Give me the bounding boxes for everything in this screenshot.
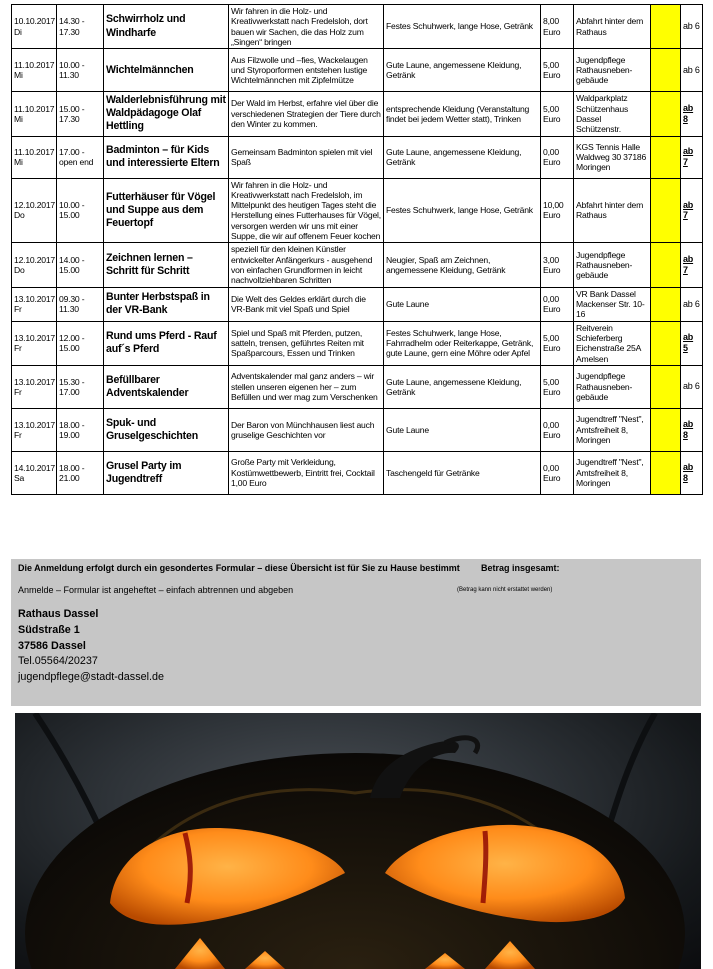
registration-mark-cell[interactable] [651,408,681,451]
price-cell: 0,00 Euro [541,136,574,178]
age-cell: ab 8 [681,451,703,494]
date-cell: 13.10.2017 Fr [12,408,57,451]
registration-mark-cell[interactable] [651,451,681,494]
pumpkin-illustration [15,713,701,969]
time-cell: 14.00 - 15.00 [57,243,104,287]
price-cell: 5,00 Euro [541,92,574,136]
event-title: Rund ums Pferd - Rauf auf´s Pferd [104,321,229,365]
time-cell: 09.30 - 11.30 [57,287,104,321]
registration-mark-cell[interactable] [651,5,681,49]
date-cell: 12.10.2017 Do [12,243,57,287]
event-title: Futterhäuser für Vögel und Suppe aus dem Feuertopf [104,178,229,243]
date-cell: 11.10.2017 Mi [12,136,57,178]
age-cell: ab 7 [681,243,703,287]
schedule-row [12,321,703,365]
location-cell: Jugendpflege Rathausneben-gebäude [574,365,651,408]
event-title: Bunter Herbstspaß in der VR-Bank [104,287,229,321]
time-cell: 18.00 - 21.00 [57,451,104,494]
location-cell: Abfahrt hinter dem Rathaus [574,178,651,243]
time-cell: 12.00 - 15.00 [57,321,104,365]
time-cell: 18.00 - 19.00 [57,408,104,451]
event-description: Große Party mit Verkleidung, Kostümwettbewerb, Eintritt frei, Cocktail 1,00 Euro [229,451,384,494]
footer-box [11,559,701,706]
event-description: Gemeinsam Badminton spielen mit viel Spaß [229,136,384,178]
registration-mark-cell[interactable] [651,178,681,243]
event-title: Schwirrholz und Windharfe [104,5,229,49]
bring-along: Gute Laune, angemessene Kleidung, Getränk [384,365,541,408]
schedule-row [12,49,703,92]
location-cell: VR Bank Dassel Mackenser Str. 10-16 [574,287,651,321]
total-note: (Betrag kann nicht erstattet werden) [457,587,553,593]
event-description: Der Baron von Münchhausen liest auch gruselige Geschichten vor [229,408,384,451]
age-cell: ab 8 [681,408,703,451]
registration-notice: Die Anmeldung erfolgt durch ein gesondertes Formular – diese Übersicht ist für Sie zu Hause bestimmt [18,563,460,573]
registration-mark-cell[interactable] [651,92,681,136]
event-description: Aus Filzwolle und –fies, Wackelaugen und Styroporformen entstehen lustige Wichtelmännchen mit Zipfelmütze [229,49,384,92]
price-cell: 5,00 Euro [541,321,574,365]
event-title: Zeichnen lernen – Schritt für Schritt [104,243,229,287]
event-title: Walderlebnisführung mit Waldpädagoge Olaf Hettling [104,92,229,136]
event-title: Badminton – für Kids und interessierte Eltern [104,136,229,178]
price-cell: 0,00 Euro [541,451,574,494]
event-title: Wichtelmännchen [104,49,229,92]
price-cell: 10,00 Euro [541,178,574,243]
age-cell: ab 6 [681,287,703,321]
event-description: Adventskalender mal ganz anders – wir stellen unseren eigenen her – zum Befüllen und wer mag zum Verschenken [229,365,384,408]
time-cell: 15.30 - 17.00 [57,365,104,408]
location-cell: Jugendtreff "Nest", Amtsfreiheit 8, Moringen [574,408,651,451]
schedule-row [12,5,703,49]
time-cell: 17.00 - open end [57,136,104,178]
bring-along: Gute Laune, angemessene Kleidung, Getränk [384,136,541,178]
event-description: Der Wald im Herbst, erfahre viel über die verschiedenen Strategien der Tiere durch den Winter zu kommen. [229,92,384,136]
registration-mark-cell[interactable] [651,243,681,287]
event-description: speziell für den kleinen Künstler entwickelter Anfängerkurs - ausgehend von einfachen Grundformen in leicht nachvollziehbaren Schritten [229,243,384,287]
bring-along: Festes Schuhwerk, lange Hose, Fahrradhelm oder Reiterkappe, Getränk, gute Laune, gern eine Möhre oder Apfel [384,321,541,365]
location-cell: Reitverein Schieferberg Eichenstraße 25A Amelsen [574,321,651,365]
schedule-row [12,92,703,136]
date-cell: 10.10.2017 Di [12,5,57,49]
event-description: Die Welt des Geldes erklärt durch die VR-Bank mit viel Spaß und Spiel [229,287,384,321]
schedule-row [12,365,703,408]
registration-mark-cell[interactable] [651,49,681,92]
price-cell: 0,00 Euro [541,287,574,321]
price-cell: 5,00 Euro [541,365,574,408]
date-cell: 13.10.2017 Fr [12,365,57,408]
halloween-pumpkin-image [15,713,701,969]
registration-mark-cell[interactable] [651,321,681,365]
location-cell: Jugendtreff "Nest", Amtsfreiheit 8, Moringen [574,451,651,494]
event-title: Spuk- und Gruselgeschichten [104,408,229,451]
location-cell: Abfahrt hinter dem Rathaus [574,5,651,49]
registration-mark-cell[interactable] [651,287,681,321]
address-block [18,607,164,686]
date-cell: 12.10.2017 Do [12,178,57,243]
bring-along: entsprechende Kleidung (Veranstaltung findet bei jedem Wetter statt), Trinken [384,92,541,136]
location-cell: Waldparkplatz Schützenhaus Dassel Schützenstr. [574,92,651,136]
registration-mark-cell[interactable] [651,365,681,408]
date-cell: 11.10.2017 Mi [12,49,57,92]
schedule-table [11,4,703,495]
schedule-row [12,178,703,243]
age-cell: ab 6 [681,365,703,408]
time-cell: 14.30 - 17.30 [57,5,104,49]
event-description: Spiel und Spaß mit Pferden, putzen, satteln, trensen, geführtes Reiten mit Spaßparcours, Essen und Trinken [229,321,384,365]
age-cell: ab 6 [681,49,703,92]
time-cell: 15.00 - 17.30 [57,92,104,136]
bring-along: Gute Laune [384,287,541,321]
schedule-row [12,287,703,321]
form-note: Anmelde – Formular ist angeheftet – einfach abtrennen und abgeben [18,585,294,595]
age-cell: ab 7 [681,178,703,243]
schedule-row [12,408,703,451]
schedule-row [12,451,703,494]
bring-along: Taschengeld für Getränke [384,451,541,494]
bring-along: Neugier, Spaß am Zeichnen, angemessene Kleidung, Getränk [384,243,541,287]
event-description: Wir fahren in die Holz- und Kreativwerkstatt nach Fredelsloh, dort bauen wir Sachen, die das Holz zum „Singen“ bringen [229,5,384,49]
time-cell: 10.00 - 11.30 [57,49,104,92]
age-cell: ab 5 [681,321,703,365]
age-cell: ab 6 [681,5,703,49]
address-phone: Tel.05564/20237 [18,655,98,668]
bring-along: Gute Laune [384,408,541,451]
bring-along: Gute Laune, angemessene Kleidung, Getränk [384,49,541,92]
price-cell: 8,00 Euro [541,5,574,49]
address-street: Südstraße 1 [18,623,80,636]
registration-mark-cell[interactable] [651,136,681,178]
date-cell: 14.10.2017 Sa [12,451,57,494]
age-cell: ab 8 [681,92,703,136]
address-email[interactable]: jugendpflege@stadt-dassel.de [18,671,165,684]
date-cell: 13.10.2017 Fr [12,287,57,321]
schedule-row [12,243,703,287]
age-cell: ab 7 [681,136,703,178]
address-city: 37586 Dassel [18,639,86,652]
time-cell: 10.00 - 15.00 [57,178,104,243]
date-cell: 13.10.2017 Fr [12,321,57,365]
date-cell: 11.10.2017 Mi [12,92,57,136]
bring-along: Festes Schuhwerk, lange Hose, Getränk [384,5,541,49]
schedule-row [12,136,703,178]
price-cell: 5,00 Euro [541,49,574,92]
total-label: Betrag insgesamt: [481,563,560,573]
price-cell: 3,00 Euro [541,243,574,287]
location-cell: Jugendpflege Rathausneben-gebäude [574,49,651,92]
location-cell: KGS Tennis Halle Waldweg 30 37186 Moringen [574,136,651,178]
address-name: Rathaus Dassel [18,608,99,620]
bring-along: Festes Schuhwerk, lange Hose, Getränk [384,178,541,243]
event-description: Wir fahren in die Holz- und Kreativwerkstatt nach Fredelsloh, im Mittelpunkt des heutigen Tages steht die Herstellung eines Futterhauses für Vögel, versorgen werden wir uns mit einer Suppe, die wir auf offenem Feuer kochen [229,178,384,243]
price-cell: 0,00 Euro [541,408,574,451]
event-title: Grusel Party im Jugendtreff [104,451,229,494]
event-title: Befüllbarer Adventskalender [104,365,229,408]
location-cell: Jugendpflege Rathausneben-gebäude [574,243,651,287]
